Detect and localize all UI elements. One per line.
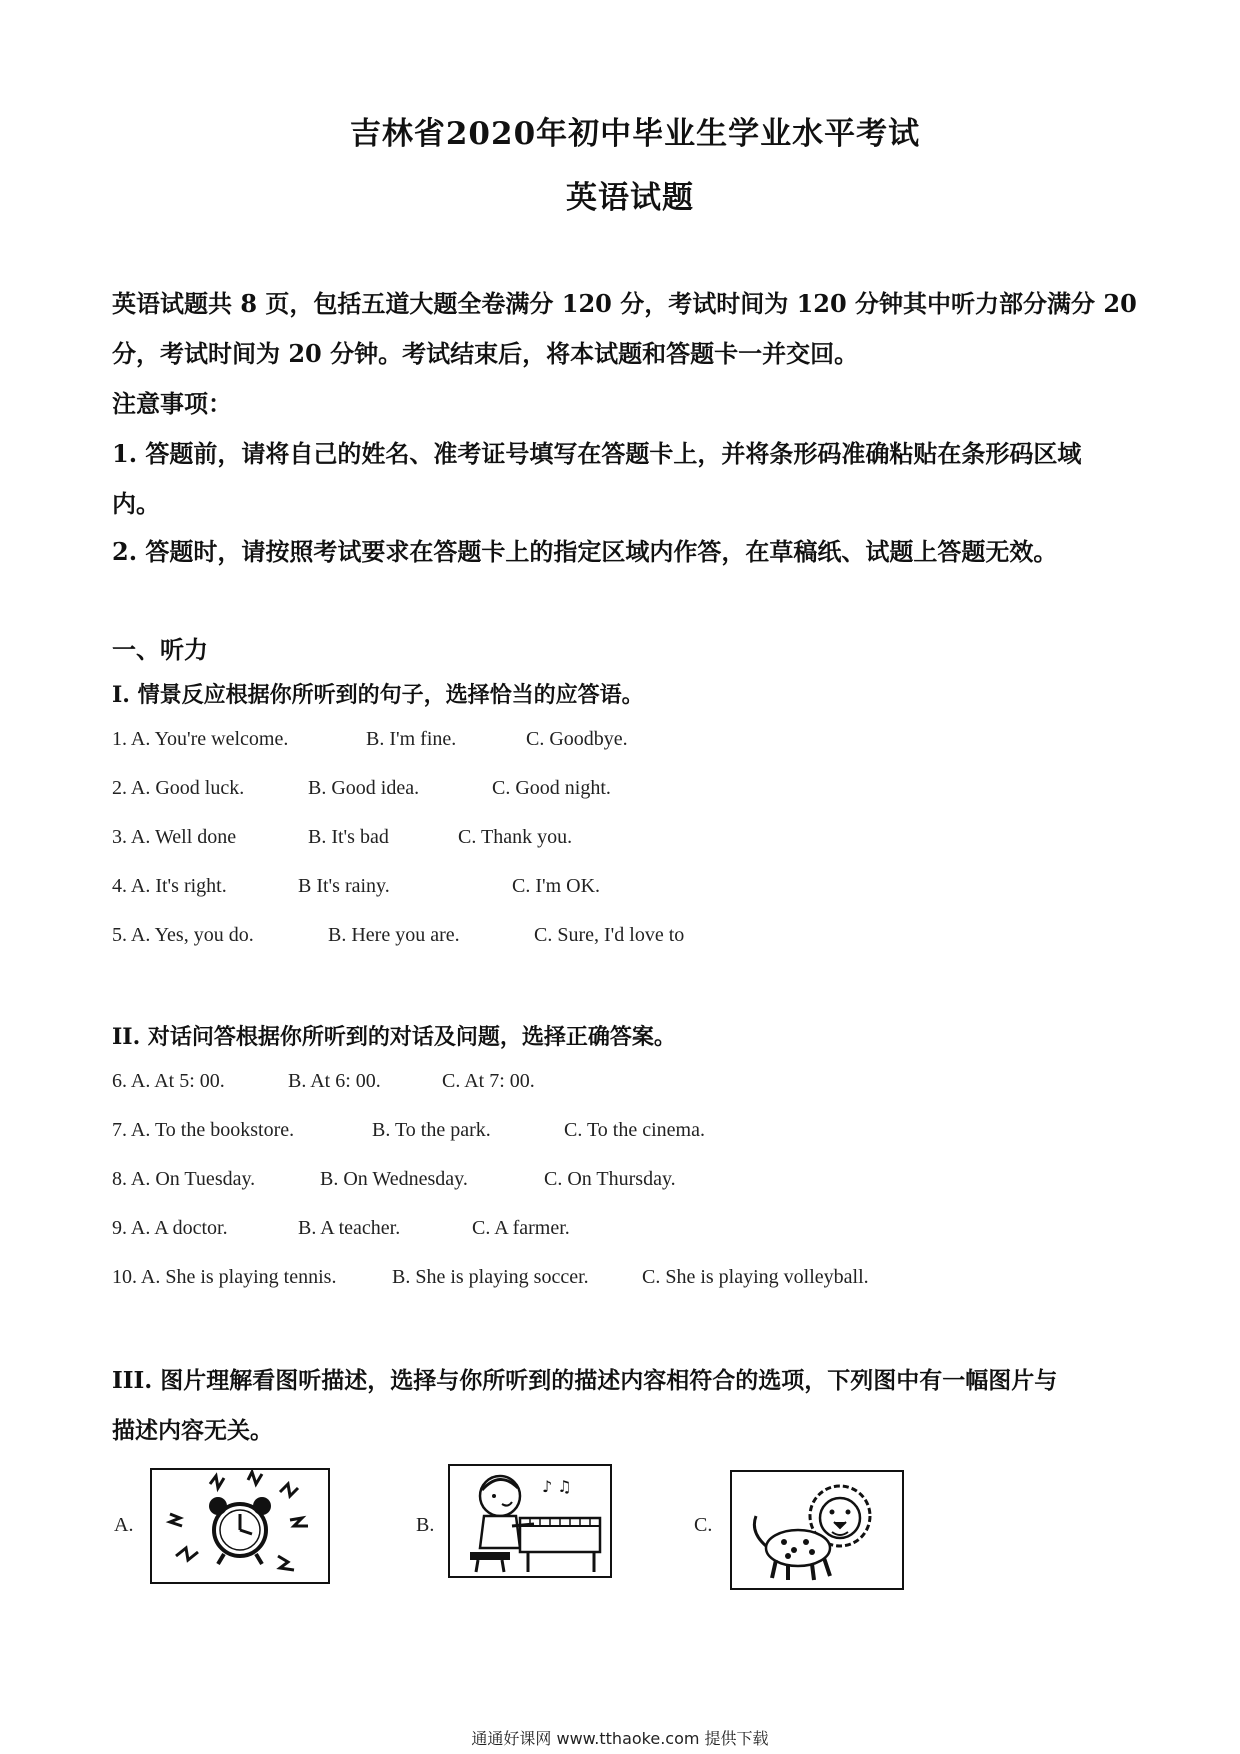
question-5-c: C. Sure, I'd love to — [534, 924, 685, 946]
question-10-a: 10. A. She is playing tennis. — [112, 1266, 337, 1288]
question-3-a: 3. A. Well done — [112, 826, 237, 848]
part-1-heading: I. 情景反应根据你所听到的句子，选择恰当的应答语。 — [112, 682, 644, 708]
question-6-c: C. At 7: 00. — [442, 1070, 535, 1092]
notes-heading: 注意事项： — [112, 389, 232, 418]
question-5-a: 5. A. Yes, you do. — [112, 924, 254, 946]
question-6-a: 6. A. At 5: 00. — [112, 1070, 225, 1092]
question-7-b: B. To the park. — [372, 1119, 491, 1141]
picture-a-label: A. — [114, 1514, 134, 1536]
note-2: 2. 答题时，请按照考试要求在答题卡上的指定区域内作答，在草稿纸、试题上答题无效。 — [112, 537, 1058, 566]
piano-boy-icon — [450, 1466, 610, 1576]
note-1-line-1: 1. 答题前，请将自己的姓名、准考证号填写在答题卡上，并将条形码准确粘贴在条形码区域 — [112, 439, 1082, 468]
question-4-b: B It's rainy. — [298, 875, 390, 897]
question-3-c: C. Thank you. — [458, 826, 573, 848]
question-3-b: B. It's bad — [308, 826, 389, 848]
question-2-a: 2. A. Good luck. — [112, 777, 245, 799]
page-subtitle: 英语试题 — [566, 180, 694, 216]
section-heading-listening: 一、听力 — [112, 635, 208, 664]
picture-b-label: B. — [416, 1514, 435, 1536]
svg-text:♪ ♫: ♪ ♫ — [542, 1477, 572, 1496]
part-2-heading: II. 对话问答根据你所听到的对话及问题，选择正确答案。 — [112, 1024, 676, 1050]
picture-c-label: C. — [694, 1514, 713, 1536]
question-8-c: C. On Thursday. — [544, 1168, 676, 1190]
question-9-b: B. A teacher. — [298, 1217, 401, 1239]
question-2-b: B. Good idea. — [308, 777, 420, 799]
question-7-c: C. To the cinema. — [564, 1119, 705, 1141]
picture-a-alarm-clock — [150, 1468, 330, 1584]
intro-line-2: 分，考试时间为 20 分钟。考试结束后，将本试题和答题卡一并交回。 — [112, 339, 859, 368]
alarm-clock-icon — [152, 1470, 328, 1582]
page-title: 吉林省2020年初中毕业生学业水平考试 — [349, 116, 921, 152]
question-7-a: 7. A. To the bookstore. — [112, 1119, 295, 1141]
question-5-b: B. Here you are. — [328, 924, 460, 946]
question-9-c: C. A farmer. — [472, 1217, 570, 1239]
picture-b-boy-playing-piano — [448, 1464, 612, 1578]
question-6-b: B. At 6: 00. — [288, 1070, 381, 1092]
question-1-a: 1. A. You're welcome. — [112, 728, 289, 750]
lion-icon — [732, 1472, 902, 1588]
question-1-b: B. I'm fine. — [366, 728, 457, 750]
question-1-c: C. Goodbye. — [526, 728, 628, 750]
question-8-b: B. On Wednesday. — [320, 1168, 468, 1190]
intro-line-1: 英语试题共 8 页，包括五道大题全卷满分 120 分，考试时间为 120 分钟其中听力部分满分 20 — [112, 289, 1137, 318]
question-10-b: B. She is playing soccer. — [392, 1266, 589, 1288]
part-3-heading-line-2: 描述内容无关。 — [112, 1417, 273, 1444]
footer-watermark: 通通好课网 www.tthaoke.com 提供下载 — [471, 1729, 769, 1748]
picture-c-lion — [730, 1470, 904, 1590]
question-2-c: C. Good night. — [492, 777, 611, 799]
question-9-a: 9. A. A doctor. — [112, 1217, 228, 1239]
part-3-heading-line-1: III. 图片理解看图听描述，选择与你所听到的描述内容相符合的选项，下列图中有一幅图片与 — [112, 1367, 1058, 1394]
question-10-c: C. She is playing volleyball. — [642, 1266, 869, 1288]
question-8-a: 8. A. On Tuesday. — [112, 1168, 256, 1190]
question-4-c: C. I'm OK. — [512, 875, 601, 897]
question-4-a: 4. A. It's right. — [112, 875, 227, 897]
note-1-line-2: 内。 — [112, 489, 160, 518]
